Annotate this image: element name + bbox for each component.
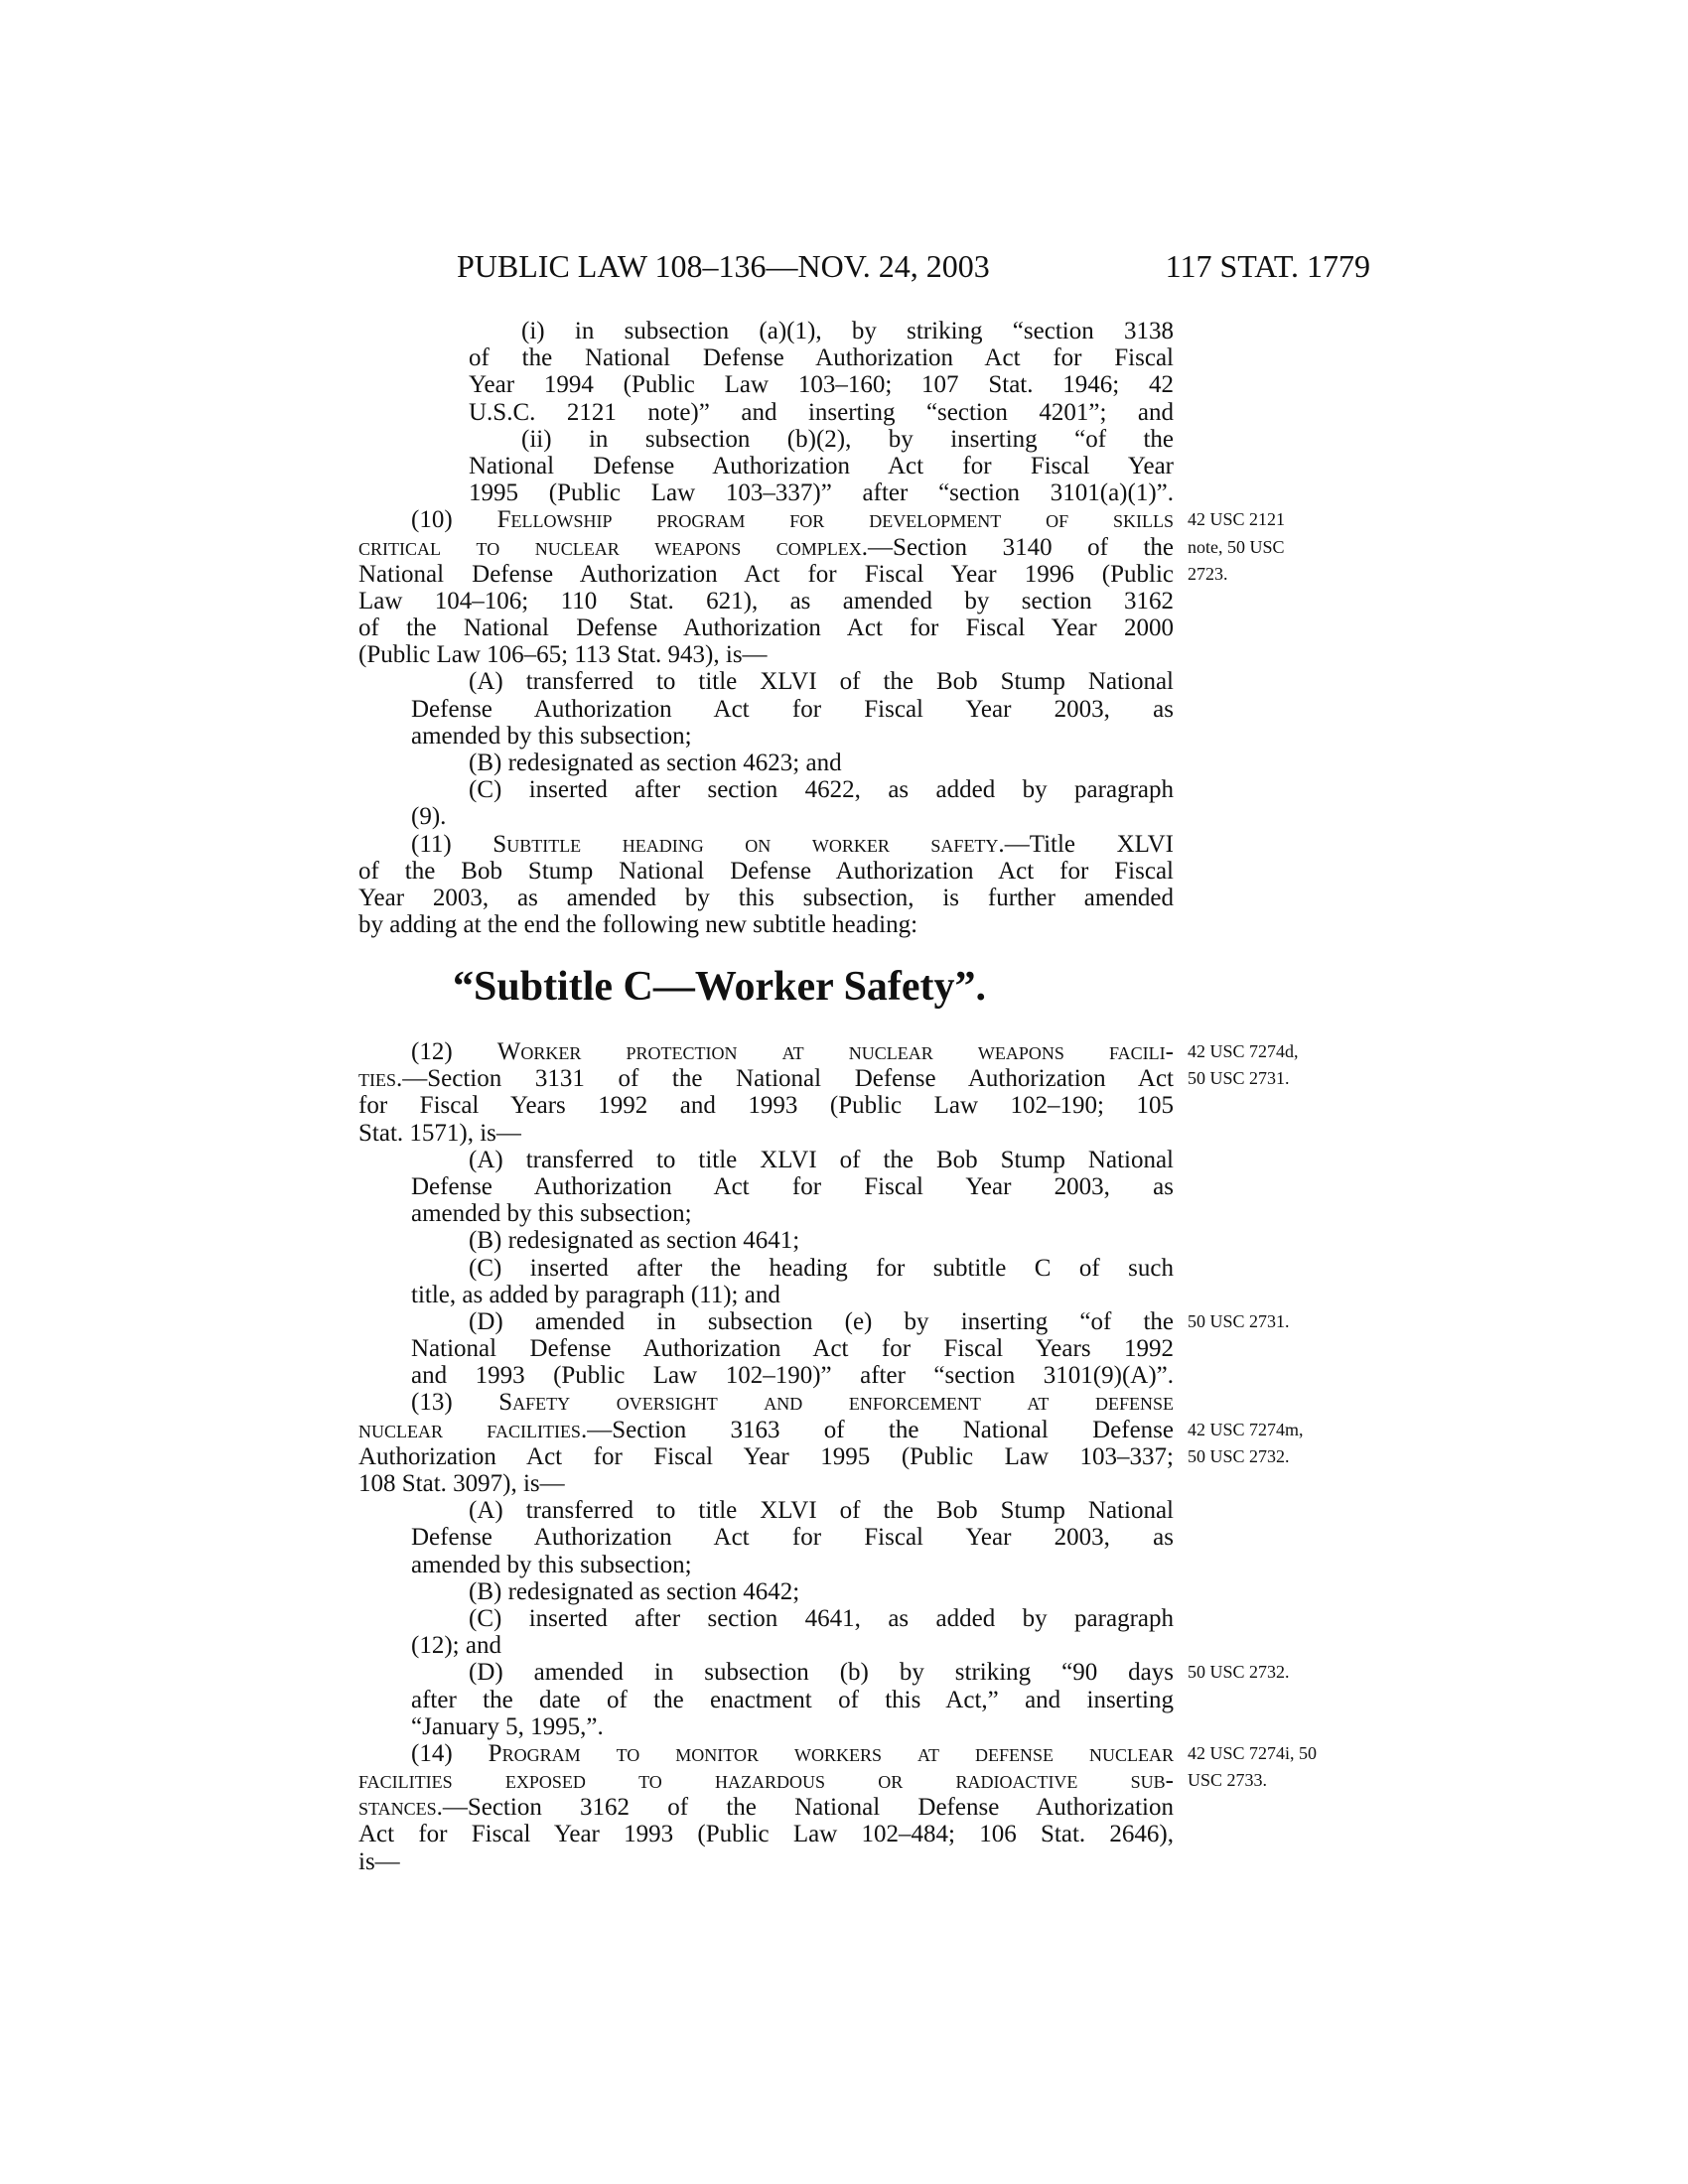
body-text: of the Bob Stump National Defense Authorization Act for Fiscal [358, 857, 1174, 885]
margin-citation-note: 50 USC 2732. [1188, 1445, 1290, 1466]
text-line [358, 371, 1451, 398]
line-text [469, 750, 1174, 776]
text-line [358, 1848, 1451, 1875]
line-text [358, 1821, 1174, 1847]
line-text [411, 696, 1174, 723]
line-text [411, 1389, 1174, 1416]
text-line [358, 1147, 1451, 1173]
line-text [411, 723, 1174, 750]
text-line [358, 1578, 1451, 1605]
body-text: —Section 3131 of the National Defense Authorization Act [402, 1065, 1174, 1093]
body-text: (D) amended in subsection (e) by inserting “of the [469, 1307, 1174, 1335]
running-header-law: PUBLIC LAW 108–136—NOV. 24, 2003 [457, 248, 990, 284]
body-text: Defense Authorization Act for Fiscal Year 2003, as [411, 1172, 1174, 1200]
line-text [469, 453, 1174, 479]
text-line [358, 1443, 1451, 1470]
line-text [358, 614, 1174, 641]
body-text: Authorization Act for Fiscal Year 1995 (Public Law 103–337; [358, 1442, 1174, 1470]
line-text [358, 1470, 1174, 1497]
line-text [411, 506, 1174, 533]
line-text [469, 1605, 1174, 1632]
line-text [411, 1362, 1174, 1389]
line-text [358, 885, 1174, 911]
text-line [358, 1659, 1451, 1686]
line-text [411, 1552, 1174, 1578]
text-line [358, 1120, 1451, 1147]
text-line [358, 858, 1451, 885]
line-text [358, 641, 1174, 668]
text-line [358, 1200, 1451, 1227]
line-text [411, 831, 1174, 858]
line-text [469, 344, 1174, 371]
body-text: —Section 3140 of the [868, 533, 1174, 561]
line-text [469, 399, 1174, 426]
body-text: (A) transferred to title XLVI of the Bob Stump National [469, 1146, 1174, 1173]
body-text: (12); and [411, 1632, 501, 1660]
text-line [358, 803, 1451, 830]
body-text: National Defense Authorization Act for Fiscal Year [469, 452, 1174, 479]
text-line [358, 1713, 1451, 1740]
margin-citation-note: 2723. [1188, 563, 1228, 584]
line-text [411, 1335, 1174, 1362]
paragraph-number: (12) [411, 1038, 497, 1065]
margin-citation-note: 50 USC 2731. [1188, 1310, 1290, 1331]
line-text [411, 1200, 1174, 1227]
line-text [358, 534, 1174, 561]
small-caps-heading: nuclear facilities. [358, 1416, 588, 1443]
body-text: Defense Authorization Act for Fiscal Year 2003, as [411, 695, 1174, 723]
body-text: National Defense Authorization Act for Fiscal Year 1996 (Public [358, 560, 1174, 588]
text-line [358, 561, 1451, 588]
line-text [469, 1497, 1174, 1524]
margin-citation-note: 42 USC 7274m, [1188, 1419, 1304, 1439]
body-text: amended by this subsection; [411, 722, 692, 750]
line-text [469, 1227, 1174, 1254]
text-line [358, 911, 1451, 938]
line-text [411, 1687, 1174, 1713]
subtitle-heading: “Subtitle C—Worker Safety”. [453, 964, 987, 1010]
text-line [358, 318, 1451, 344]
line-text [469, 1255, 1174, 1282]
text-line [358, 1417, 1451, 1443]
text-line [358, 426, 1451, 453]
line-text [411, 1282, 1174, 1308]
text-line [358, 453, 1451, 479]
small-caps-heading: ties. [358, 1065, 403, 1093]
body-text: (i) in subsection (a)(1), by striking “section 3138 [521, 318, 1174, 344]
body-text: (B) redesignated as section 4641; [469, 1227, 800, 1255]
body-text: (B) redesignated as section 4623; and [469, 750, 842, 776]
text-line [358, 1282, 1451, 1308]
small-caps-heading: facilities exposed to hazardous or radioactive sub- [358, 1767, 1174, 1795]
text-line [358, 1524, 1451, 1551]
small-caps-heading: critical to nuclear weapons complex. [358, 533, 869, 561]
small-caps-heading: Safety oversight and enforcement at defense [498, 1389, 1175, 1417]
line-text [469, 776, 1174, 803]
line-text [358, 1417, 1174, 1443]
body-text: (A) transferred to title XLVI of the Bob Stump National [469, 1497, 1174, 1525]
margin-citation-note: 50 USC 2732. [1188, 1662, 1290, 1683]
line-text [358, 1120, 1174, 1147]
margin-citation-note: 42 USC 2121 [1188, 509, 1286, 530]
body-text: Law 104–106; 110 Stat. 621), as amended by section 3162 [358, 587, 1174, 614]
small-caps-heading: Worker protection at nuclear weapons facili- [496, 1038, 1174, 1065]
small-caps-heading: stances. [358, 1794, 443, 1822]
margin-citation-note: USC 2733. [1188, 1770, 1268, 1791]
line-text [411, 1524, 1174, 1551]
text-line [358, 696, 1451, 723]
text-line [358, 399, 1451, 426]
body-text: (ii) in subsection (b)(2), by inserting “of the [521, 425, 1174, 453]
text-line [358, 776, 1451, 803]
text-line [358, 1497, 1451, 1524]
margin-citation-note: 42 USC 7274i, 50 [1188, 1742, 1318, 1763]
small-caps-heading: Program to monitor workers at defense nuclear [488, 1739, 1174, 1767]
body-text: U.S.C. 2121 note)” and inserting “section 4201”; and [469, 398, 1174, 426]
body-text: (C) inserted after the heading for subtitle C of such [469, 1254, 1174, 1282]
line-text [469, 1308, 1174, 1335]
text-line [358, 1308, 1451, 1335]
text-line [358, 1821, 1451, 1847]
text-line [358, 1632, 1451, 1659]
body-text: of the National Defense Authorization Act for Fiscal Year 2000 [358, 614, 1174, 642]
body-text: —Title XLVI [1004, 830, 1174, 858]
line-text [411, 1632, 1174, 1659]
text-line [358, 1065, 1451, 1092]
text-line [358, 885, 1451, 911]
paragraph-number: (13) [411, 1389, 499, 1417]
line-text [469, 479, 1174, 506]
text-line [358, 1335, 1451, 1362]
text-line [358, 1038, 1451, 1065]
line-text [521, 318, 1174, 344]
text-line [358, 1362, 1451, 1389]
small-caps-heading: Subtitle heading on worker safety. [492, 830, 1005, 858]
line-text [358, 1065, 1174, 1092]
text-line [358, 1092, 1451, 1119]
line-text [469, 668, 1174, 695]
text-line [358, 1740, 1451, 1767]
body-text: and 1993 (Public Law 102–190)” after “section 3101(9)(A)”. [411, 1362, 1174, 1390]
body-text: amended by this subsection; [411, 1200, 692, 1228]
body-text: (Public Law 106–65; 113 Stat. 943), is— [358, 641, 768, 669]
paragraph-number: (14) [411, 1739, 489, 1767]
body-text: after the date of the enactment of this Act,” and inserting [411, 1686, 1174, 1713]
body-text: Act for Fiscal Year 1993 (Public Law 102–484; 106 Stat. 2646), [358, 1821, 1174, 1848]
body-text: —Section 3162 of the National Defense Authorization [442, 1794, 1174, 1822]
body-text: (B) redesignated as section 4642; [469, 1577, 800, 1605]
text-line [358, 1173, 1451, 1200]
text-line [358, 344, 1451, 371]
line-text [469, 1578, 1174, 1605]
body-text: Year 1994 (Public Law 103–160; 107 Stat. 1946; 42 [469, 371, 1174, 399]
line-text [411, 1173, 1174, 1200]
line-text [411, 1740, 1174, 1767]
margin-citation-note: note, 50 USC [1188, 536, 1285, 557]
text-line [358, 1767, 1451, 1794]
body-section-2 [358, 1038, 1451, 1875]
line-text [358, 1848, 1174, 1875]
body-text: 108 Stat. 3097), is— [358, 1470, 565, 1497]
body-section-1 [358, 318, 1451, 938]
body-text: is— [358, 1847, 400, 1875]
small-caps-heading: Fellowship program for development of skills [496, 506, 1175, 534]
line-text [358, 1092, 1174, 1119]
line-text [411, 1038, 1174, 1065]
line-text [358, 1794, 1174, 1821]
body-text: amended by this subsection; [411, 1551, 692, 1578]
margin-citation-note: 50 USC 2731. [1188, 1068, 1290, 1089]
line-text [469, 1659, 1174, 1686]
text-line [358, 1227, 1451, 1254]
text-line [358, 588, 1451, 614]
paragraph-number: (11) [411, 830, 493, 858]
line-text [358, 1443, 1174, 1470]
body-text: 1995 (Public Law 103–337)” after “section 3101(a)(1)”. [469, 479, 1174, 507]
line-text [358, 1767, 1174, 1794]
text-line [358, 1794, 1451, 1821]
line-text [521, 426, 1174, 453]
body-text: (A) transferred to title XLVI of the Bob Stump National [469, 668, 1174, 696]
text-line [358, 534, 1451, 561]
line-text [469, 1147, 1174, 1173]
line-text [358, 858, 1174, 885]
line-text [358, 561, 1174, 588]
body-text: (C) inserted after section 4641, as added by paragraph [469, 1604, 1174, 1632]
text-line [358, 1470, 1451, 1497]
body-text: National Defense Authorization Act for Fiscal Years 1992 [411, 1335, 1174, 1363]
text-line [358, 506, 1451, 533]
body-text: Stat. 1571), is— [358, 1119, 521, 1147]
line-text [411, 803, 1174, 830]
body-text: (C) inserted after section 4622, as added by paragraph [469, 776, 1174, 804]
text-line [358, 668, 1451, 695]
body-text: title, as added by paragraph (11); and [411, 1281, 780, 1308]
text-line [358, 614, 1451, 641]
text-line [358, 1389, 1451, 1416]
text-line [358, 479, 1451, 506]
body-text: “January 5, 1995,”. [411, 1712, 604, 1740]
text-line [358, 831, 1451, 858]
text-line [358, 723, 1451, 750]
body-text: by adding at the end the following new subtitle heading: [358, 911, 918, 939]
text-line [358, 1552, 1451, 1578]
body-text: (D) amended in subsection (b) by striking “90 days [469, 1659, 1174, 1687]
text-line [358, 641, 1451, 668]
paragraph-number: (10) [411, 506, 497, 534]
text-line [358, 1687, 1451, 1713]
line-text [358, 911, 1174, 938]
running-header-stat-page: 117 STAT. 1779 [1165, 248, 1370, 284]
body-text: Defense Authorization Act for Fiscal Year 2003, as [411, 1524, 1174, 1552]
body-text: of the National Defense Authorization Act for Fiscal [469, 344, 1174, 372]
line-text [358, 588, 1174, 614]
text-line [358, 1255, 1451, 1282]
line-text [411, 1713, 1174, 1740]
body-text: —Section 3163 of the National Defense [587, 1416, 1174, 1443]
body-text: Year 2003, as amended by this subsection, is further amended [358, 884, 1174, 911]
margin-citation-note: 42 USC 7274d, [1188, 1041, 1299, 1061]
line-text [469, 371, 1174, 398]
text-line [358, 750, 1451, 776]
text-line [358, 1605, 1451, 1632]
body-text: for Fiscal Years 1992 and 1993 (Public Law 102–190; 105 [358, 1092, 1174, 1120]
body-text: (9). [411, 803, 447, 831]
